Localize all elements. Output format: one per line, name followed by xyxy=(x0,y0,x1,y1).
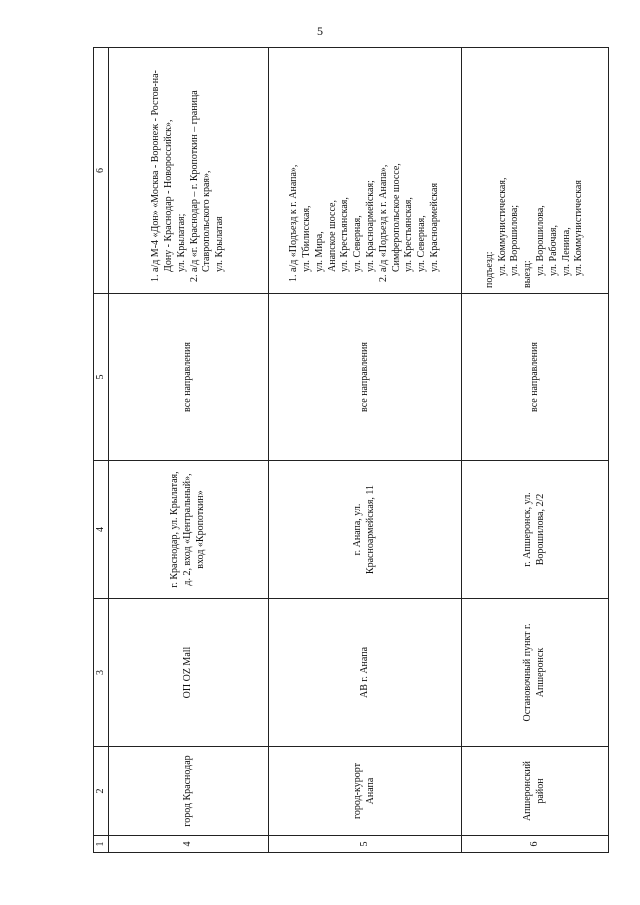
route-item xyxy=(288,54,378,272)
header-cell: 1 xyxy=(94,836,109,853)
route-street: ул. Тбилисская, xyxy=(301,205,313,272)
exit-label: выезд: xyxy=(522,260,534,288)
route-item xyxy=(150,54,188,272)
route-item xyxy=(189,54,227,272)
address-cell: г. Краснодар, ул. Крылатая, д. 2, вход «Центральный», вход «Кропоткин» xyxy=(109,461,269,599)
route-road: а/д «Подъезд к г. Анапа», xyxy=(377,164,389,272)
route-street: ул. Крестьянская, xyxy=(403,197,415,272)
table-header-row xyxy=(94,48,109,853)
table-row xyxy=(462,48,609,853)
route-street: ул. Красноармейская xyxy=(428,182,440,272)
route-street: Симферопольское шоссе, xyxy=(390,163,402,272)
entry-street: ул. Коммунистическая, xyxy=(496,177,508,276)
stop-name-cell: ОП OZ Mall xyxy=(109,599,269,747)
table-row xyxy=(269,48,462,853)
exit-street: ул. Коммунистическая xyxy=(573,180,585,276)
directions-cell: все направления xyxy=(109,294,269,461)
municipality-cell: город-курорт Анапа xyxy=(269,747,462,836)
stop-name-cell: АВ г. Анапа xyxy=(269,599,462,747)
route-street: ул. Крылатая; xyxy=(175,213,187,272)
route-road: а/д «г. Краснодар – г. Кропоткин – граница Ставропольского края», xyxy=(188,90,213,272)
entry-street: ул. Ворошилова; xyxy=(509,204,521,276)
municipality-cell: Апшеронский район xyxy=(462,747,609,836)
row-number: 5 xyxy=(269,836,462,853)
route-street: ул. Северная, xyxy=(352,215,364,272)
address-cell: г. Апшеронск, ул. Ворошилова, 2/2 xyxy=(462,461,609,599)
route-street: ул. Северная, xyxy=(416,215,428,272)
routes-cell xyxy=(269,48,462,294)
exit-street: ул. Ворошилова, xyxy=(535,205,546,276)
route-street: ул. Крылатая xyxy=(214,216,226,272)
directions-cell: все направления xyxy=(269,294,462,461)
exit-street: ул. Рабочая, xyxy=(547,225,559,276)
page-number: 5 xyxy=(317,24,323,38)
header-cell: 3 xyxy=(94,599,109,747)
route-list xyxy=(150,54,227,288)
stops-table xyxy=(93,47,609,853)
header-cell: 6 xyxy=(94,48,109,294)
route-street: ул. Крестьянская, xyxy=(339,197,351,272)
route-street: ул. Красноармейская; xyxy=(365,180,376,272)
header-cell: 2 xyxy=(94,747,109,836)
route-street: Анапское шоссе, xyxy=(326,200,338,272)
stop-name-cell: Остановочный пункт г. Апшеронск xyxy=(462,599,609,747)
rotated-table-wrapper xyxy=(93,48,606,853)
route-list xyxy=(288,54,442,288)
header-cell: 4 xyxy=(94,461,109,599)
route-street: ул. Мира, xyxy=(313,231,325,272)
routes-cell xyxy=(109,48,269,294)
row-number: 6 xyxy=(462,836,609,853)
route-road: а/д «Подъезд к г. Анапа», xyxy=(288,164,300,272)
route-item xyxy=(378,54,442,272)
exit-street: ул. Ленина, xyxy=(560,227,572,276)
header-cell: 5 xyxy=(94,294,109,461)
address-cell: г. Анапа, ул. Красноармейская, 11 xyxy=(269,461,462,599)
table-row xyxy=(109,48,269,853)
routes-cell xyxy=(462,48,609,294)
directions-cell: все направления xyxy=(462,294,609,461)
municipality-cell: город Краснодар xyxy=(109,747,269,836)
route-road: а/д М-4 «Дон» «Москва - Воронеж - Ростов-на-Дону - Краснодар - Новороссийск», xyxy=(150,70,174,272)
row-number: 4 xyxy=(109,836,269,853)
entry-label: подъезд: xyxy=(483,251,495,288)
